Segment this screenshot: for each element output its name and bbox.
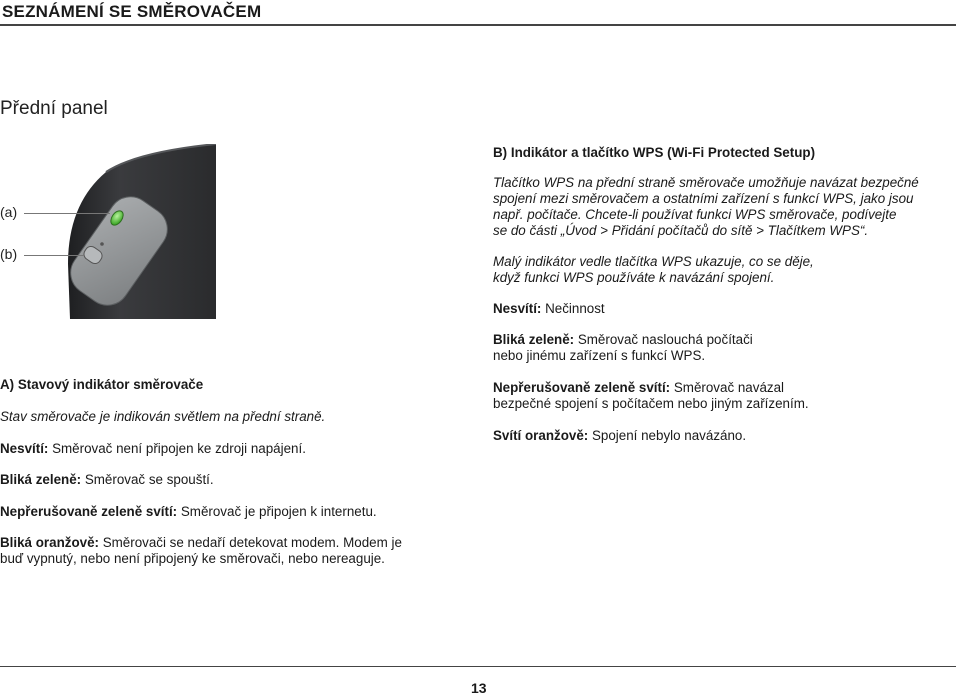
item-term: Bliká oranžově: [0,535,99,550]
section-b-note [493,254,814,286]
leader-line-a [24,213,110,214]
item-term: Bliká zeleně: [0,472,82,487]
note-line: Malý indikátor vedle tlačítka WPS ukazuje, co se děje, [493,254,814,269]
label-b: (b) [0,246,18,262]
header-rule [0,24,956,26]
header-title: SEZNÁMENÍ SE SMĚROVAČEM [2,2,262,21]
router-illustration [66,144,216,319]
section-b-item [493,380,809,412]
section-a-item [0,535,402,567]
intro-line: se do části „Úvod > Přidání počítačů do sítě > Tlačítkem WPS“. [493,223,869,238]
item-text: Směrovač se spouští. [81,472,214,487]
item-text: Směrovač je připojen k internetu. [177,504,377,519]
footer-rule [0,666,956,667]
section-a-item [0,504,377,520]
section-b-item [493,428,746,444]
section-b-item [493,301,605,317]
item-text-line2: bezpečné spojení s počítačem nebo jiným zařízením. [493,396,809,411]
item-text: Směrovači se nedaří detekovat modem. Modem je [98,535,402,550]
item-term: Nepřerušovaně zeleně svítí: [0,504,178,519]
item-text-line2: buď vypnutý, nebo není připojený ke směrovači, nebo nereaguje. [0,551,385,566]
leader-line-b [24,255,84,256]
page-number: 13 [471,680,487,696]
item-text: Směrovač není připojen ke zdroji napájení. [48,441,306,456]
intro-line: spojení mezi směrovačem a ostatními zařízení s funkcí WPS, jako jsou [493,191,914,206]
label-a: (a) [0,204,18,220]
section-a-heading: A) Stavový indikátor směrovače [0,377,204,392]
section-b-item [493,332,753,364]
item-term: Svítí oranžově: [493,428,589,443]
item-text-line2: nebo jinému zařízení s funkcí WPS. [493,348,706,363]
intro-line: Tlačítko WPS na přední straně směrovače umožňuje navázat bezpečné [493,175,919,190]
section-a-intro: Stav směrovače je indikován světlem na přední straně. [0,409,326,424]
item-term: Nesvítí: [0,441,49,456]
item-term: Nepřerušovaně zeleně svítí: [493,380,671,395]
section-a-item [0,472,214,488]
section-title: Přední panel [0,98,108,119]
item-text: Spojení nebylo navázáno. [588,428,747,443]
item-term: Nesvítí: [493,301,542,316]
item-term: Bliká zeleně: [493,332,575,347]
item-text: Směrovač naslouchá počítači [574,332,753,347]
item-text: Nečinnost [541,301,605,316]
section-b-heading: B) Indikátor a tlačítko WPS (Wi-Fi Protected Setup) [493,145,816,160]
intro-line: např. počítače. Chcete-li používat funkci WPS směrovače, podívejte [493,207,897,222]
section-a-item [0,441,306,457]
section-b-intro [493,175,919,239]
note-line: když funkci WPS používáte k navázání spojení. [493,270,775,285]
item-text: Směrovač navázal [670,380,785,395]
